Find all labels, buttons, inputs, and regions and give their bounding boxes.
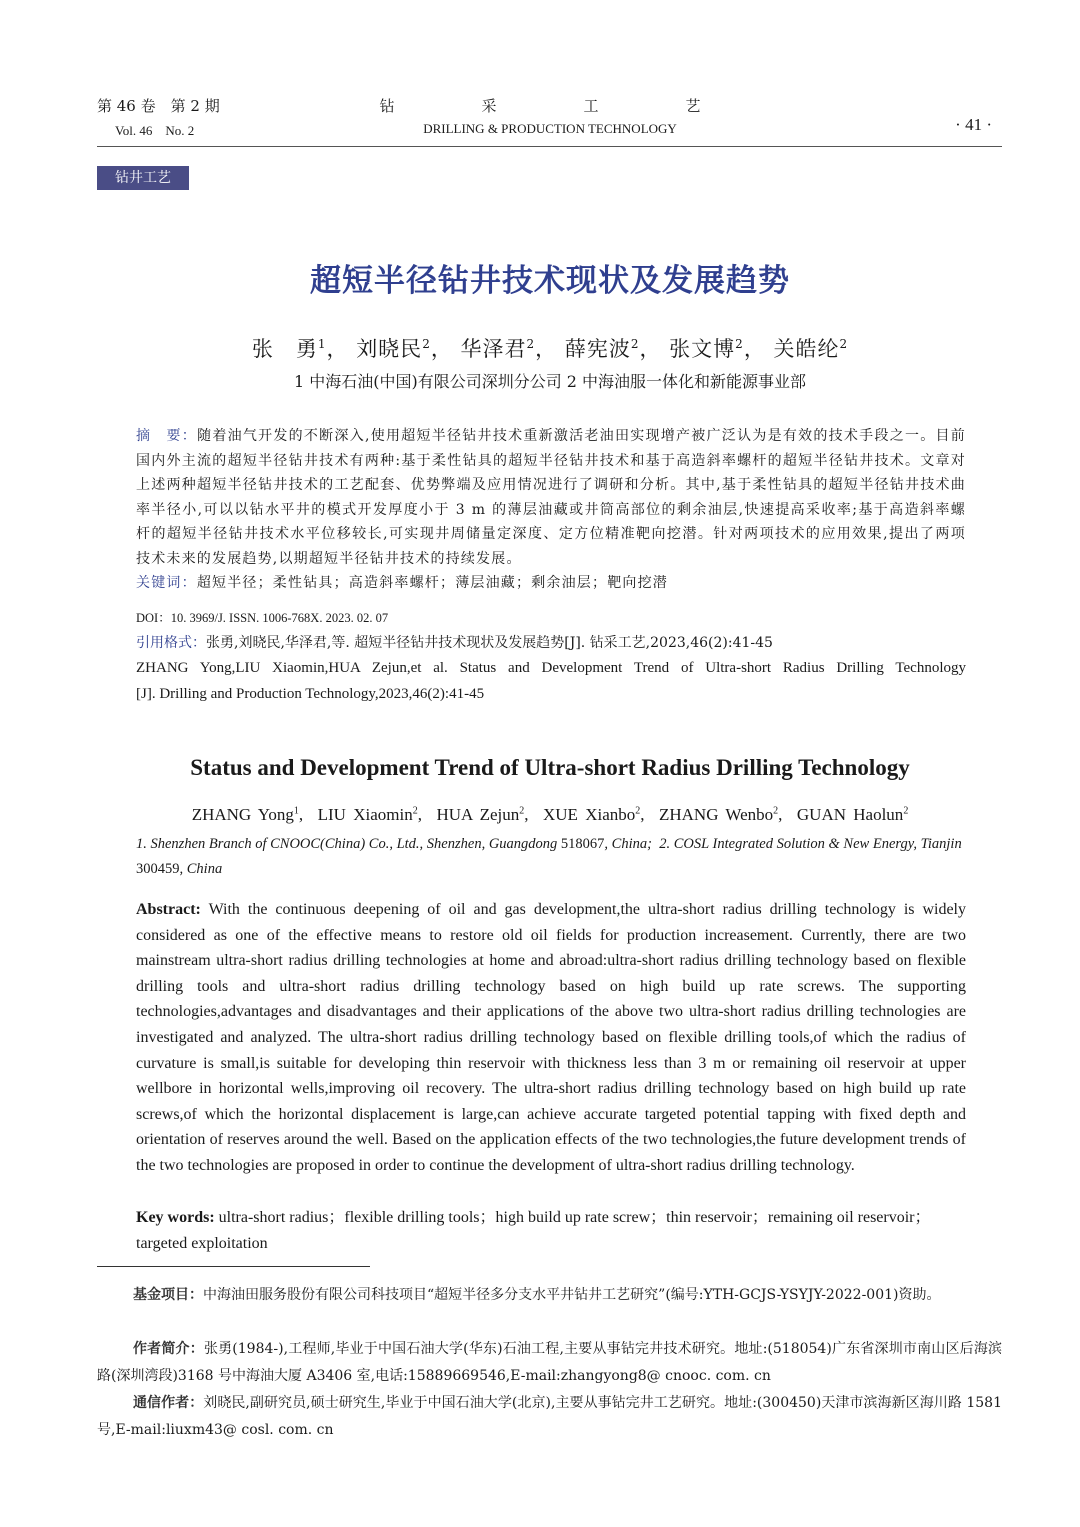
- author-cn: 张文博: [669, 337, 736, 361]
- citation-en-line2: [J]. Drilling and Production Technology,2023,46(2):41-45: [136, 686, 485, 702]
- fund-label: 基金项目：: [133, 1287, 203, 1303]
- author-bio-label: 作者简介：: [133, 1341, 204, 1357]
- title-en: Status and Development Trend of Ultra-short Radius Drilling Technology: [190, 755, 910, 780]
- author-en: LIU Xiaomin: [317, 805, 413, 824]
- author-en: ZHANG Wenbo: [658, 805, 774, 824]
- citation-label: 引用格式：: [136, 635, 206, 651]
- footnote-divider: [97, 1266, 370, 1267]
- citation-en-line1: ZHANG Yong,LIU Xiaomin,HUA Zejun,et al. Status and Development Trend of Ultra-short Radius Drilling Technology: [136, 660, 966, 676]
- affiliation-en: 1. Shenzhen Branch of CNOOC(China) Co., Ltd., Shenzhen, Guangdong 518067, China; 2. COSL Integrated Solution & New Energy, Tianjin 300459, China: [136, 836, 962, 877]
- author-en: GUAN Haolun: [796, 805, 904, 824]
- page-number: · 41 ·: [955, 115, 992, 134]
- keywords-en-label: Key words: [136, 1209, 210, 1226]
- volume-issue-cn: 第 46 卷 第 2 期: [97, 97, 220, 115]
- authors-en: ZHANG Yong$^1$, LIU Xiaomin$^2$, HUA Zejun$^2$, XUE Xianbo$^2$, ZHANG Wenbo$^2$, GUAN Haolun$^2$: [191, 805, 909, 824]
- author-en: XUE Xianbo: [543, 805, 636, 824]
- abstract-en: Abstract: With the continuous deepening of oil and gas development,the ultra-short radius drilling technology is widely considered as one of the effective means to restore old oil fields for production increasement. Currently, there are two mainstream ultra-short radius drilling technologies at home and abroad:ultra-short radius drilling technology based on flexible drilling tools and ultra-short radius drilling technology based on high build up rate screws. The supporting technologies,advantages and disadvantages and their applications of the above two ultra-short radius drilling technologies are investigated and analyzed. The ultra-short radius drilling technology based on flexible drilling tools,of which the radius of curvature is small,is suitable for developing thin reservoir with thickness less than 3 m or remaining oil reservoir at upper wellbore in horizontal wells,improving oil recovery. The ultra-short radius drilling technology based on high build up rate screws,of which the horizontal displacement is large,can achieve accurate targeted potential tapping with fixed depth and orientation of reserves around the well. Based on the application effects of the two technologies,the future development trends of the two technologies are proposed in order to continue the development of ultra-short radius drilling technology.: [136, 901, 966, 1174]
- journal-name-en: DRILLING & PRODUCTION TECHNOLOGY: [423, 121, 677, 136]
- affiliation-cn: 1 中海石油(中国)有限公司深圳分公司 2 中海油服一体化和新能源事业部: [293, 372, 807, 391]
- keywords-cn-label: 关键词：: [136, 575, 197, 591]
- keywords-cn-text: 超短半径；柔性钻具；高造斜率螺杆；薄层油藏；剩余油层；靶向挖潜: [196, 575, 669, 591]
- footnote-author: 作者简介：张勇(1984-),工程师,毕业于中国石油大学(华东)石油工程,主要从事钻完井技术研究。地址:(518054)广东省深圳市南山区后海滨路(深圳湾段)3168 号中海油大厦 A3406 室,电话:15889669546,E-mail:zhangyong8@ cnooc. com. cn: [97, 1341, 1003, 1384]
- correspondence-label: 通信作者：: [133, 1395, 204, 1411]
- keywords-en-text: ultra-short radius；flexible drilling tools；high build up rate screw；thin reservoir；remaining oil reservoir；targeted exploitation: [136, 1209, 931, 1252]
- abstract-en-text: With the continuous deepening of oil and gas development,the ultra-short radius drilling technology is widely considered as one of the effective means to restore old oil fields for production increasement. Currently, there are two mainstream ultra-short radius drilling technologies at home and abroad:ultra-short radius drilling technology based on flexible drilling tools and ultra-short radius drilling technology based on high build up rate screws. The supporting technologies,advantages and disadvantages and their applications of the above two ultra-short radius drilling technologies are investigated and analyzed. The ultra-short radius drilling technology based on flexible drilling tools,of which the radius of curvature is small,is suitable for developing thin reservoir with thickness less than 3 m or remaining oil reservoir at upper wellbore in horizontal wells,improving oil recovery. The ultra-short radius drilling technology based on high build up rate screws,of which the horizontal displacement is large,can achieve accurate targeted potential tapping with fixed depth and orientation of reserves around the well. Based on the application effects of the two technologies,the future development trends of the two technologies are proposed in order to continue the development of ultra-short radius drilling technology.: [136, 901, 966, 1174]
- authors-cn: 张 勇$^1$， 刘晓民$^2$， 华泽君$^2$， 薛宪波$^2$， 张文博$^2$， 关皓纶$^2$: [251, 337, 849, 361]
- author-cn: 华泽君: [460, 337, 527, 361]
- footnote-correspondence: 通信作者：刘晓民,副研究员,硕士研究生,毕业于中国石油大学(北京),主要从事钻完井工艺研究。地址:(300450)天津市滨海新区海川路 1581 号,E-mail:liuxm43@ cosl. com. cn: [97, 1395, 1002, 1438]
- author-en: ZHANG Yong: [191, 805, 294, 824]
- abstract-cn: [136, 424, 966, 596]
- citation-cn-text: 张勇,刘晓民,华泽君,等. 超短半径钻井技术现状及发展趋势[J]. 钻采工艺,2023,46(2):41-45: [206, 635, 773, 651]
- author-cn: 薛宪波: [564, 337, 631, 361]
- author-en: HUA Zejun: [436, 805, 520, 824]
- doi: DOI：10. 3969/J. ISSN. 1006-768X. 2023. 02. 07: [136, 611, 389, 625]
- citation-cn: [136, 632, 966, 652]
- section-tag: 钻井工艺: [97, 166, 189, 190]
- author-cn: 刘晓民: [356, 337, 423, 361]
- keywords-en: Key words: ultra-short radius；flexible drilling tools；high build up rate screw；thin reservoir；remaining oil reservoir；targeted exploitation: [136, 1209, 931, 1252]
- abstract-cn-text: 随着油气开发的不断深入,使用超短半径钻井技术重新激活老油田实现增产被广泛认为是有效的技术手段之一。目前国内外主流的超短半径钻井技术有两种:基于柔性钻具的超短半径钻井技术和基于高造斜率螺杆的超短半径钻井技术。文章对上述两种超短半径钻井技术的工艺配套、优势弊端及应用情况进行了调研和分析。其中,基于柔性钻具的超短半径钻井技术曲率半径小,可以以钻水平井的模式开发厚度小于 3 m 的薄层油藏或井筒高部位的剩余油层,快速提高采收率;基于高造斜率螺杆的超短半径钻井技术水平位移较长,可实现井周储量定深度、定方位精准靶向挖潜。针对两项技术的应用效果,提出了两项技术未来的发展趋势,以期超短半径钻井技术的持续发展。: [136, 428, 966, 567]
- volume-issue-en: Vol. 46 No. 2: [115, 123, 195, 138]
- abstract-en-label: Abstract: [136, 901, 196, 918]
- header-divider: [97, 146, 1002, 147]
- footnote-fund: 基金项目：中海油田服务股份有限公司科技项目“超短半径多分支水平井钻井工艺研究”(编号:YTH-GCJS-YSYJY-2022-001)资助。: [133, 1287, 941, 1303]
- author-cn: 关皓纶: [773, 337, 840, 361]
- author-cn: 张 勇: [251, 337, 318, 361]
- title-cn: 超短半径钻井技术现状及发展趋势: [310, 263, 790, 299]
- journal-name-cn: 钻 采 工 艺: [379, 97, 737, 115]
- abstract-cn-label: 摘 要：: [136, 428, 198, 444]
